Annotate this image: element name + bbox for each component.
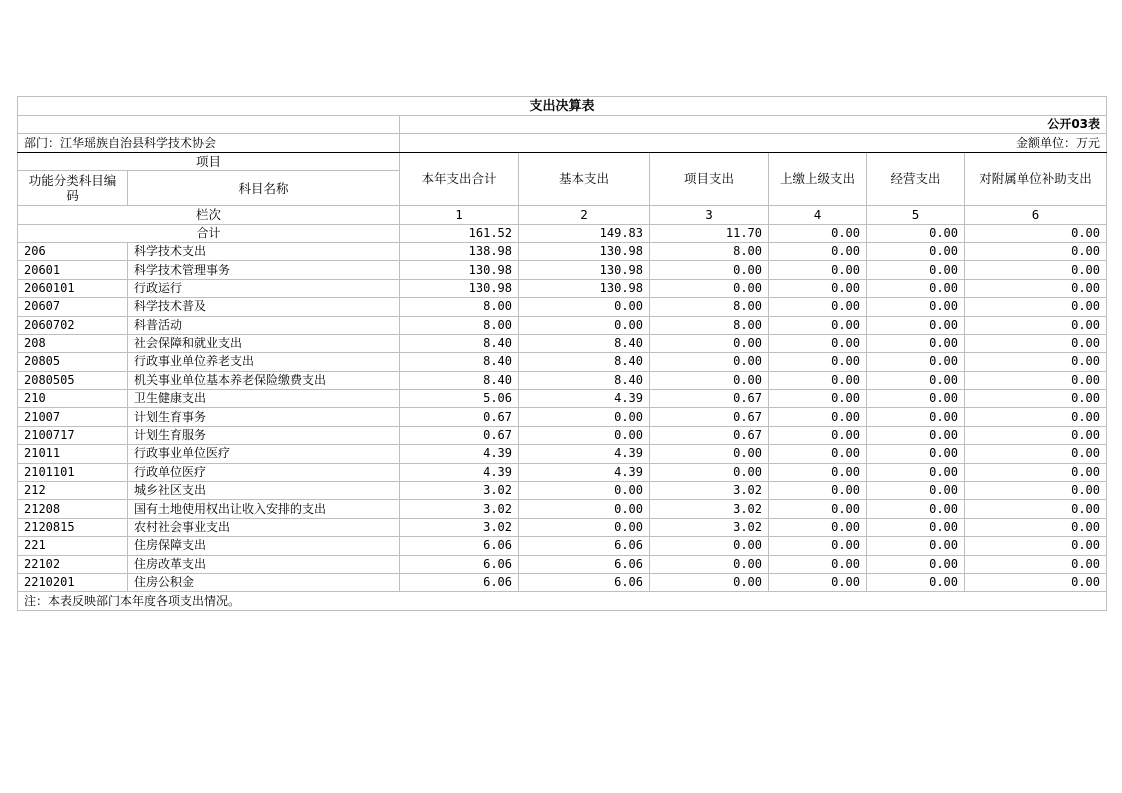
row-value: 0.00	[965, 555, 1107, 573]
row-code: 2101101	[18, 463, 128, 481]
row-value: 8.00	[400, 298, 519, 316]
row-value: 3.02	[650, 500, 769, 518]
row-value: 3.02	[400, 500, 519, 518]
row-value: 0.00	[867, 353, 965, 371]
row-value: 0.00	[519, 518, 650, 536]
header-item: 项目	[18, 152, 400, 170]
row-value: 130.98	[519, 279, 650, 297]
row-value: 0.00	[769, 316, 867, 334]
table-row	[18, 426, 1107, 444]
row-code: 2060702	[18, 316, 128, 334]
table-row	[18, 537, 1107, 555]
row-code: 22102	[18, 555, 128, 573]
row-value: 8.00	[650, 298, 769, 316]
row-name: 行政单位医疗	[128, 463, 400, 481]
row-code: 206	[18, 242, 128, 260]
column-index: 5	[867, 206, 965, 224]
row-value: 5.06	[400, 390, 519, 408]
row-value: 0.00	[519, 408, 650, 426]
row-value: 0.00	[650, 261, 769, 279]
row-value: 0.00	[965, 573, 1107, 591]
table-note: 注：本表反映部门本年度各项支出情况。	[18, 592, 1107, 610]
row-value: 8.40	[519, 371, 650, 389]
row-value: 0.00	[867, 261, 965, 279]
row-value: 8.40	[400, 371, 519, 389]
row-name: 卫生健康支出	[128, 390, 400, 408]
row-value: 8.40	[400, 353, 519, 371]
header-name: 科目名称	[128, 171, 400, 206]
table-row	[18, 371, 1107, 389]
header-total: 本年支出合计	[400, 152, 519, 205]
row-value: 0.00	[867, 279, 965, 297]
row-value: 0.00	[769, 463, 867, 481]
row-value: 4.39	[519, 445, 650, 463]
row-value: 6.06	[400, 537, 519, 555]
row-name: 行政事业单位医疗	[128, 445, 400, 463]
row-value: 0.00	[867, 537, 965, 555]
row-value: 0.67	[650, 426, 769, 444]
row-value: 0.00	[965, 537, 1107, 555]
row-value: 0.00	[769, 555, 867, 573]
row-value: 0.00	[965, 261, 1107, 279]
row-value: 3.02	[650, 518, 769, 536]
row-value: 0.00	[965, 316, 1107, 334]
row-value: 0.00	[769, 518, 867, 536]
row-value: 130.98	[519, 242, 650, 260]
row-value: 0.00	[867, 316, 965, 334]
unit-label: 金额单位：万元	[400, 134, 1107, 152]
blank-cell	[18, 116, 400, 134]
table-row	[18, 408, 1107, 426]
row-value: 0.00	[769, 500, 867, 518]
table-row	[18, 298, 1107, 316]
row-value: 0.00	[769, 242, 867, 260]
table-row	[18, 334, 1107, 352]
table-row	[18, 445, 1107, 463]
total-value: 149.83	[519, 224, 650, 242]
row-value: 0.00	[965, 518, 1107, 536]
row-name: 国有土地使用权出让收入安排的支出	[128, 500, 400, 518]
total-value: 0.00	[769, 224, 867, 242]
row-code: 2210201	[18, 573, 128, 591]
row-value: 0.00	[965, 279, 1107, 297]
row-value: 0.00	[867, 298, 965, 316]
row-value: 0.00	[769, 261, 867, 279]
row-code: 2100717	[18, 426, 128, 444]
row-name: 科学技术普及	[128, 298, 400, 316]
row-value: 0.67	[650, 390, 769, 408]
row-value: 8.00	[400, 316, 519, 334]
row-value: 0.00	[650, 445, 769, 463]
row-value: 0.00	[769, 298, 867, 316]
column-index: 6	[965, 206, 1107, 224]
row-code: 21011	[18, 445, 128, 463]
row-code: 210	[18, 390, 128, 408]
row-name: 社会保障和就业支出	[128, 334, 400, 352]
row-value: 0.00	[519, 426, 650, 444]
row-value: 0.00	[965, 408, 1107, 426]
table-row	[18, 500, 1107, 518]
row-name: 住房改革支出	[128, 555, 400, 573]
row-value: 3.02	[400, 482, 519, 500]
row-value: 4.39	[519, 463, 650, 481]
table-row	[18, 261, 1107, 279]
row-value: 6.06	[519, 555, 650, 573]
row-value: 0.00	[519, 316, 650, 334]
row-value: 0.00	[965, 426, 1107, 444]
row-value: 0.00	[867, 555, 965, 573]
row-value: 0.00	[965, 390, 1107, 408]
row-value: 0.00	[769, 371, 867, 389]
table-row	[18, 518, 1107, 536]
row-value: 0.00	[769, 482, 867, 500]
row-code: 21208	[18, 500, 128, 518]
row-value: 0.00	[519, 298, 650, 316]
row-value: 8.00	[650, 316, 769, 334]
row-code: 221	[18, 537, 128, 555]
row-value: 0.00	[965, 445, 1107, 463]
row-value: 0.00	[965, 463, 1107, 481]
row-value: 6.06	[519, 573, 650, 591]
row-value: 0.00	[769, 390, 867, 408]
row-value: 0.00	[867, 445, 965, 463]
total-value: 0.00	[965, 224, 1107, 242]
column-index: 1	[400, 206, 519, 224]
table-row	[18, 390, 1107, 408]
table-row	[18, 242, 1107, 260]
expenditure-table	[17, 96, 1107, 611]
row-value: 0.00	[769, 408, 867, 426]
row-value: 4.39	[400, 445, 519, 463]
row-name: 科学技术支出	[128, 242, 400, 260]
row-value: 0.00	[867, 334, 965, 352]
row-value: 0.00	[965, 298, 1107, 316]
row-value: 6.06	[400, 555, 519, 573]
row-value: 8.40	[519, 334, 650, 352]
header-basic: 基本支出	[519, 152, 650, 205]
row-value: 4.39	[519, 390, 650, 408]
row-code: 208	[18, 334, 128, 352]
row-name: 科普活动	[128, 316, 400, 334]
row-value: 0.00	[769, 426, 867, 444]
row-value: 0.00	[650, 555, 769, 573]
table-row	[18, 279, 1107, 297]
row-value: 0.00	[519, 500, 650, 518]
row-value: 0.00	[769, 279, 867, 297]
row-value: 3.02	[400, 518, 519, 536]
table-id: 公开03表	[400, 116, 1107, 134]
row-value: 0.00	[650, 573, 769, 591]
column-index: 3	[650, 206, 769, 224]
row-name: 城乡社区支出	[128, 482, 400, 500]
row-name: 行政事业单位养老支出	[128, 353, 400, 371]
table-row	[18, 353, 1107, 371]
row-code: 2120815	[18, 518, 128, 536]
row-value: 0.00	[867, 463, 965, 481]
total-value: 0.00	[867, 224, 965, 242]
row-value: 0.00	[867, 242, 965, 260]
row-value: 138.98	[400, 242, 519, 260]
row-value: 3.02	[650, 482, 769, 500]
row-name: 计划生育服务	[128, 426, 400, 444]
row-value: 0.67	[650, 408, 769, 426]
row-value: 0.00	[769, 537, 867, 555]
row-value: 0.00	[867, 482, 965, 500]
row-name: 计划生育事务	[128, 408, 400, 426]
column-index-label: 栏次	[18, 206, 400, 224]
table-row	[18, 463, 1107, 481]
row-value: 0.00	[965, 353, 1107, 371]
row-value: 0.67	[400, 408, 519, 426]
header-upper: 上缴上级支出	[769, 152, 867, 205]
header-business: 经营支出	[867, 152, 965, 205]
row-value: 0.00	[867, 500, 965, 518]
row-value: 0.00	[769, 573, 867, 591]
row-name: 科学技术管理事务	[128, 261, 400, 279]
total-row-label: 合计	[18, 224, 400, 242]
row-value: 0.00	[965, 500, 1107, 518]
row-name: 行政运行	[128, 279, 400, 297]
column-index: 4	[769, 206, 867, 224]
row-code: 2080505	[18, 371, 128, 389]
expenditure-sheet	[17, 96, 1106, 611]
row-value: 8.00	[650, 242, 769, 260]
row-value: 0.00	[965, 371, 1107, 389]
row-value: 0.00	[650, 279, 769, 297]
row-value: 6.06	[519, 537, 650, 555]
row-value: 0.00	[650, 463, 769, 481]
row-value: 0.67	[400, 426, 519, 444]
header-project: 项目支出	[650, 152, 769, 205]
row-value: 0.00	[867, 426, 965, 444]
row-value: 0.00	[769, 445, 867, 463]
row-code: 20805	[18, 353, 128, 371]
row-name: 住房保障支出	[128, 537, 400, 555]
row-value: 6.06	[400, 573, 519, 591]
row-value: 0.00	[965, 334, 1107, 352]
table-row	[18, 316, 1107, 334]
row-value: 0.00	[769, 353, 867, 371]
row-code: 21007	[18, 408, 128, 426]
row-value: 8.40	[400, 334, 519, 352]
row-value: 0.00	[650, 353, 769, 371]
row-code: 212	[18, 482, 128, 500]
column-index: 2	[519, 206, 650, 224]
row-value: 4.39	[400, 463, 519, 481]
header-code: 功能分类科目编码	[18, 171, 128, 206]
table-row	[18, 555, 1107, 573]
table-row	[18, 482, 1107, 500]
department-label: 部门：江华瑶族自治县科学技术协会	[18, 134, 400, 152]
row-code: 20607	[18, 298, 128, 316]
row-value: 0.00	[867, 390, 965, 408]
row-value: 8.40	[519, 353, 650, 371]
row-name: 机关事业单位基本养老保险缴费支出	[128, 371, 400, 389]
row-value: 0.00	[965, 482, 1107, 500]
row-value: 0.00	[867, 573, 965, 591]
row-value: 0.00	[650, 537, 769, 555]
row-value: 0.00	[519, 482, 650, 500]
row-name: 住房公积金	[128, 573, 400, 591]
total-value: 11.70	[650, 224, 769, 242]
row-value: 130.98	[400, 279, 519, 297]
row-value: 0.00	[867, 371, 965, 389]
total-value: 161.52	[400, 224, 519, 242]
header-subsidy: 对附属单位补助支出	[965, 152, 1107, 205]
row-code: 20601	[18, 261, 128, 279]
row-value: 0.00	[867, 518, 965, 536]
table-row	[18, 573, 1107, 591]
row-value: 0.00	[769, 334, 867, 352]
row-value: 0.00	[650, 371, 769, 389]
table-title: 支出决算表	[18, 97, 1107, 116]
row-value: 130.98	[400, 261, 519, 279]
row-value: 0.00	[650, 334, 769, 352]
row-name: 农村社会事业支出	[128, 518, 400, 536]
row-value: 0.00	[867, 408, 965, 426]
row-code: 2060101	[18, 279, 128, 297]
row-value: 130.98	[519, 261, 650, 279]
row-value: 0.00	[965, 242, 1107, 260]
